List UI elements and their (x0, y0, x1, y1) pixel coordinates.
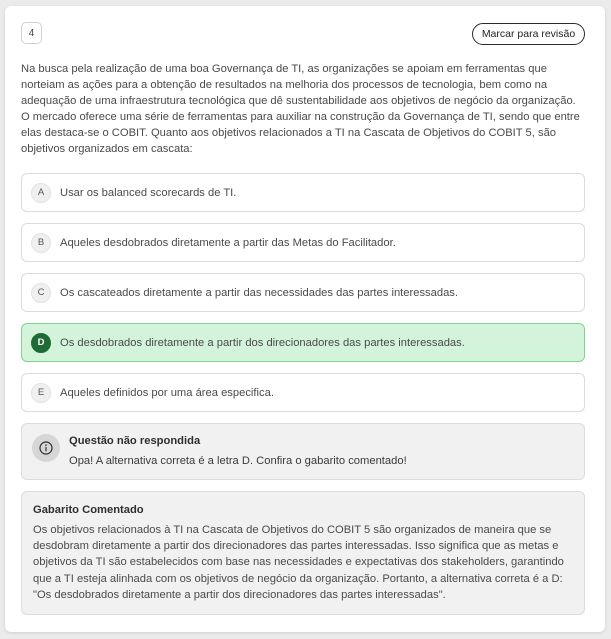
feedback-message: Opa! A alternativa correta é a letra D. Confira o gabarito comentado! (69, 455, 407, 467)
option-b[interactable] (21, 223, 585, 262)
mark-for-review-button[interactable]: Marcar para revisão (472, 23, 585, 45)
feedback-box (21, 423, 585, 480)
answer-explanation-box (21, 491, 585, 615)
option-text: Os desdobrados diretamente a partir dos direcionadores das partes interessadas. (60, 336, 465, 349)
question-number: 4 (21, 22, 42, 44)
option-letter: D (31, 333, 51, 353)
option-text: Os cascateados diretamente a partir das necessidades das partes interessadas. (60, 286, 458, 299)
question-text: Na busca pela realização de uma boa Governança de TI, as organizações se apoiam em ferramentas que norteiam as ações para a obtenção de resultados na melhoria dos processos de tecnologia, bem como na adequação de uma infraestrutura tecnológica que dê sustentabilidade aos objetivos de negócio da organização. O mercado oferece uma série de ferramentas para auxiliar na construção da Governança de TI, sendo que entre elas destaca-se o COBIT. Quanto aos objetivos relacionados a TI na Cascata de Objetivos do COBIT 5, são objetivos organizados em cascata: (21, 63, 580, 155)
option-letter: B (31, 233, 51, 253)
option-e[interactable] (21, 373, 585, 412)
feedback-title: Questão não respondida (69, 435, 201, 447)
option-text: Usar os balanced scorecards de TI. (60, 186, 237, 199)
explanation-title: Gabarito Comentado (33, 504, 144, 516)
option-letter: C (31, 283, 51, 303)
info-icon (32, 434, 60, 462)
option-letter: A (31, 183, 51, 203)
option-letter: E (31, 383, 51, 403)
option-d-correct[interactable] (21, 323, 585, 362)
explanation-text: Os objetivos relacionados à TI na Cascata de Objetivos do COBIT 5 são organizados de maneira que se desdobram diretamente a partir dos direcionadores das partes interessadas. Isso significa que as metas e objetivos da TI são estabelecidos com base nas necessidades e expectativas dos stakeholders, garantindo que a TI esteja alinhada com os objetivos de negócio da organização. Portanto, a alternativa correta é a D: "Os desdobrados diretamente a partir dos direcionadores das partes interessadas". (33, 524, 564, 601)
option-text: Aqueles definidos por uma área especifica. (60, 386, 274, 399)
option-c[interactable] (21, 273, 585, 312)
option-text: Aqueles desdobrados diretamente a partir das Metas do Facilitador. (60, 236, 396, 249)
option-a[interactable] (21, 173, 585, 212)
